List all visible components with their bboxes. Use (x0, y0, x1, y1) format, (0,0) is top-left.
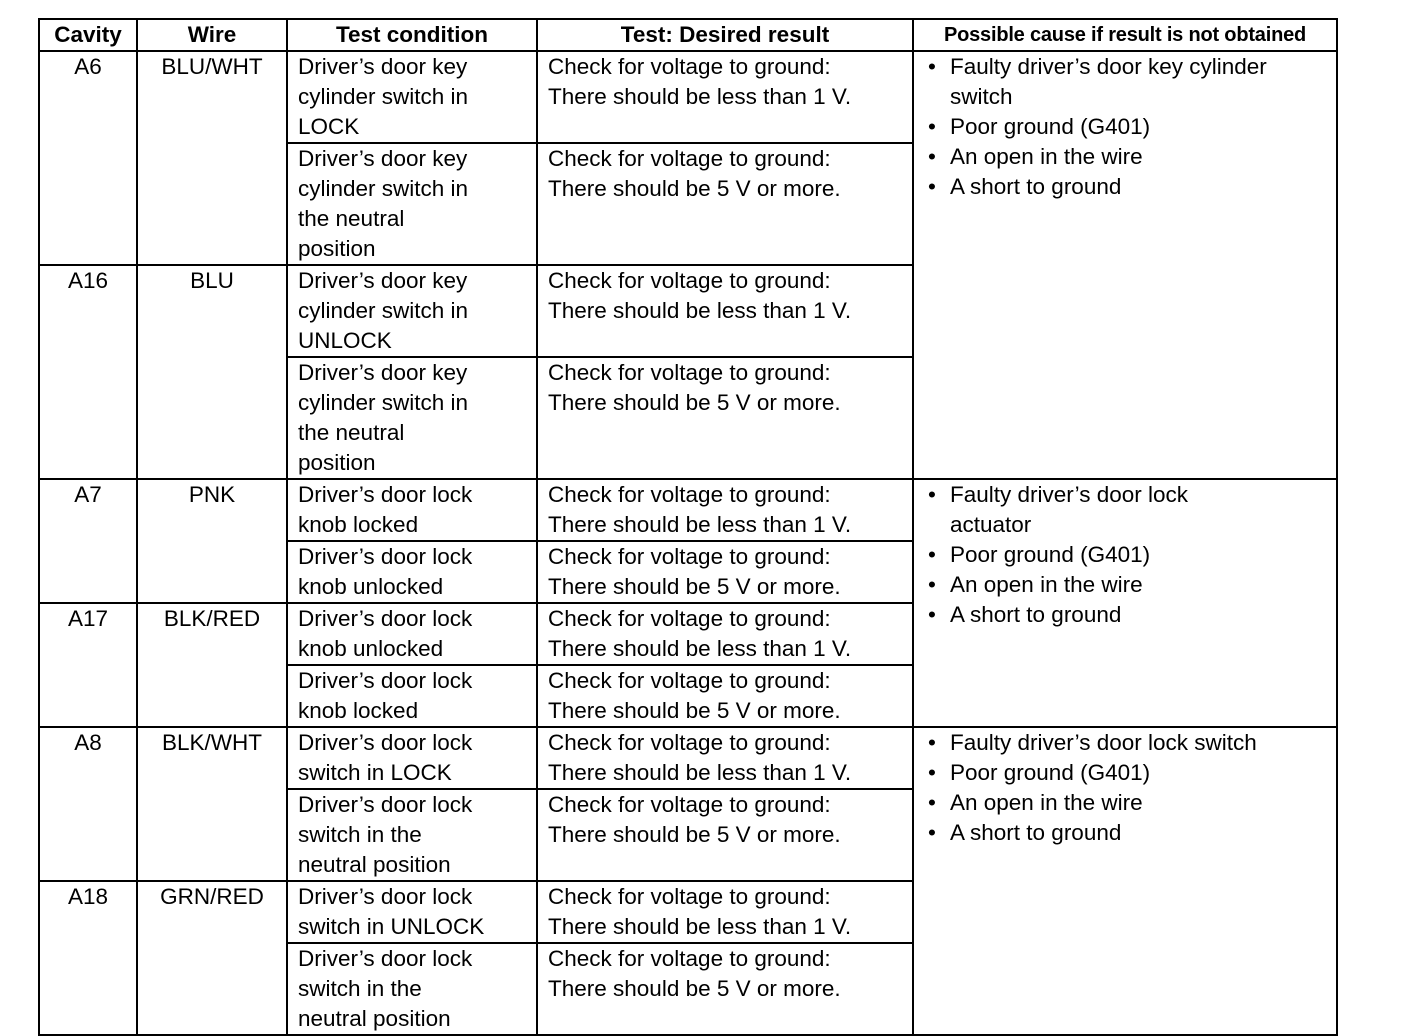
test-condition-cell (287, 541, 537, 603)
test-condition-cell (287, 479, 537, 541)
bullet-icon: • (928, 790, 936, 815)
cell-line: neutral position (298, 852, 451, 877)
wire-cell: PNK (137, 479, 287, 603)
header-test-condition: Test condition (287, 19, 537, 51)
cell-line: position (298, 450, 376, 475)
cell-line: Check for voltage to ground: (548, 606, 831, 631)
list-item (928, 52, 1332, 112)
list-item (928, 600, 1332, 630)
desired-result-cell (537, 943, 913, 1035)
possible-cause-cell (913, 51, 1337, 479)
possible-cause-cell (913, 727, 1337, 1035)
test-condition-cell (287, 727, 537, 789)
cell-line: Check for voltage to ground: (548, 884, 831, 909)
cell-line: Check for voltage to ground: (548, 482, 831, 507)
cell-line: Driver’s door lock (298, 730, 473, 755)
cell-line: the neutral (298, 420, 405, 445)
desired-result-cell (537, 603, 913, 665)
cavity-cell: A17 (39, 603, 137, 727)
bullet-icon: • (928, 144, 936, 169)
bullet-icon: • (928, 54, 936, 79)
cell-line: Check for voltage to ground: (548, 146, 831, 171)
list-item (928, 142, 1332, 172)
cell-line: Driver’s door key (298, 54, 468, 79)
cause-text: Faulty driver’s door lock (950, 482, 1189, 507)
cause-list (928, 480, 1332, 630)
cell-line: cylinder switch in (298, 84, 469, 109)
test-condition-cell (287, 881, 537, 943)
cause-text: An open in the wire (950, 144, 1143, 169)
cell-line: Check for voltage to ground: (548, 730, 831, 755)
cell-line: Driver’s door lock (298, 544, 473, 569)
cell-line: switch in LOCK (298, 760, 452, 785)
desired-result-cell (537, 727, 913, 789)
header-desired-result: Test: Desired result (537, 19, 913, 51)
bullet-icon: • (928, 114, 936, 139)
wire-cell: BLU/WHT (137, 51, 287, 265)
cell-line: neutral position (298, 1006, 451, 1031)
cause-text: A short to ground (950, 174, 1122, 199)
cell-line: switch in UNLOCK (298, 914, 485, 939)
test-condition-cell (287, 603, 537, 665)
cell-line: cylinder switch in (298, 298, 469, 323)
cell-line: Driver’s door lock (298, 482, 473, 507)
list-item (928, 540, 1332, 570)
bullet-icon: • (928, 174, 936, 199)
cell-line: There should be 5 V or more. (548, 574, 841, 599)
bullet-icon: • (928, 572, 936, 597)
cell-line: Driver’s door key (298, 360, 468, 385)
cell-line: switch in the (298, 976, 422, 1001)
list-item (928, 480, 1332, 540)
test-condition-cell (287, 357, 537, 479)
cell-line: LOCK (298, 114, 360, 139)
cell-line: Driver’s door key (298, 268, 468, 293)
cell-line: There should be less than 1 V. (548, 298, 852, 323)
bullet-icon: • (928, 820, 936, 845)
cell-line: Check for voltage to ground: (548, 268, 831, 293)
cell-line: cylinder switch in (298, 176, 469, 201)
cell-line: knob unlocked (298, 636, 444, 661)
cell-line: There should be 5 V or more. (548, 698, 841, 723)
cell-line: There should be 5 V or more. (548, 176, 841, 201)
cell-line: There should be less than 1 V. (548, 636, 852, 661)
cause-text: An open in the wire (950, 572, 1143, 597)
cause-text: Poor ground (G401) (950, 114, 1151, 139)
diagnostic-table (38, 18, 1338, 1036)
header-row (39, 19, 1337, 51)
test-condition-cell (287, 943, 537, 1035)
table-row (39, 727, 1337, 789)
cause-text: A short to ground (950, 820, 1122, 845)
cavity-cell: A16 (39, 265, 137, 479)
test-condition-cell (287, 51, 537, 143)
cause-text: A short to ground (950, 602, 1122, 627)
bullet-icon: • (928, 602, 936, 627)
desired-result-cell (537, 479, 913, 541)
cell-line: There should be 5 V or more. (548, 822, 841, 847)
cell-line: Driver’s door lock (298, 946, 473, 971)
cause-text: Poor ground (G401) (950, 542, 1151, 567)
cell-line: knob unlocked (298, 574, 444, 599)
cell-line: Check for voltage to ground: (548, 946, 831, 971)
cause-text: actuator (950, 512, 1032, 537)
cell-line: position (298, 236, 376, 261)
cell-line: Driver’s door key (298, 146, 468, 171)
cell-line: There should be less than 1 V. (548, 512, 852, 537)
bullet-icon: • (928, 760, 936, 785)
list-item (928, 758, 1332, 788)
desired-result-cell (537, 665, 913, 727)
desired-result-cell (537, 143, 913, 265)
list-item (928, 728, 1332, 758)
header-wire: Wire (137, 19, 287, 51)
table-row (39, 51, 1337, 143)
cell-line: Check for voltage to ground: (548, 792, 831, 817)
cell-line: the neutral (298, 206, 405, 231)
cell-line: cylinder switch in (298, 390, 469, 415)
cell-line: Driver’s door lock (298, 668, 473, 693)
wire-cell: BLU (137, 265, 287, 479)
wire-cell: GRN/RED (137, 881, 287, 1035)
cell-line: There should be less than 1 V. (548, 84, 852, 109)
cause-text: switch (950, 84, 1013, 109)
cell-line: Driver’s door lock (298, 884, 473, 909)
bullet-icon: • (928, 542, 936, 567)
cell-line: Check for voltage to ground: (548, 360, 831, 385)
cell-line: There should be less than 1 V. (548, 914, 852, 939)
cause-text: Poor ground (G401) (950, 760, 1151, 785)
possible-cause-cell (913, 479, 1337, 727)
cell-line: There should be 5 V or more. (548, 976, 841, 1001)
cavity-cell: A6 (39, 51, 137, 265)
cavity-cell: A8 (39, 727, 137, 881)
cause-list (928, 728, 1332, 848)
test-condition-cell (287, 143, 537, 265)
cause-list (928, 52, 1332, 202)
cavity-cell: A18 (39, 881, 137, 1035)
desired-result-cell (537, 541, 913, 603)
desired-result-cell (537, 265, 913, 357)
table-body (39, 51, 1337, 1035)
cell-line: There should be less than 1 V. (548, 760, 852, 785)
cause-text: Faulty driver’s door key cylinder (950, 54, 1267, 79)
wire-cell: BLK/WHT (137, 727, 287, 881)
test-condition-cell (287, 789, 537, 881)
cell-line: knob locked (298, 512, 419, 537)
bullet-icon: • (928, 730, 936, 755)
table-row (39, 479, 1337, 541)
list-item (928, 818, 1332, 848)
list-item (928, 570, 1332, 600)
cell-line: Driver’s door lock (298, 792, 473, 817)
desired-result-cell (537, 51, 913, 143)
list-item (928, 788, 1332, 818)
header-possible-cause: Possible cause if result is not obtained (913, 19, 1337, 51)
test-condition-cell (287, 665, 537, 727)
cell-line: Driver’s door lock (298, 606, 473, 631)
list-item (928, 112, 1332, 142)
cell-line: Check for voltage to ground: (548, 544, 831, 569)
desired-result-cell (537, 789, 913, 881)
cell-line: switch in the (298, 822, 422, 847)
header-cavity: Cavity (39, 19, 137, 51)
cause-text: An open in the wire (950, 790, 1143, 815)
cell-line: Check for voltage to ground: (548, 54, 831, 79)
cavity-cell: A7 (39, 479, 137, 603)
cell-line: UNLOCK (298, 328, 392, 353)
desired-result-cell (537, 881, 913, 943)
test-condition-cell (287, 265, 537, 357)
desired-result-cell (537, 357, 913, 479)
cell-line: knob locked (298, 698, 419, 723)
bullet-icon: • (928, 482, 936, 507)
wire-cell: BLK/RED (137, 603, 287, 727)
cause-text: Faulty driver’s door lock switch (950, 730, 1257, 755)
cell-line: There should be 5 V or more. (548, 390, 841, 415)
cell-line: Check for voltage to ground: (548, 668, 831, 693)
list-item (928, 172, 1332, 202)
